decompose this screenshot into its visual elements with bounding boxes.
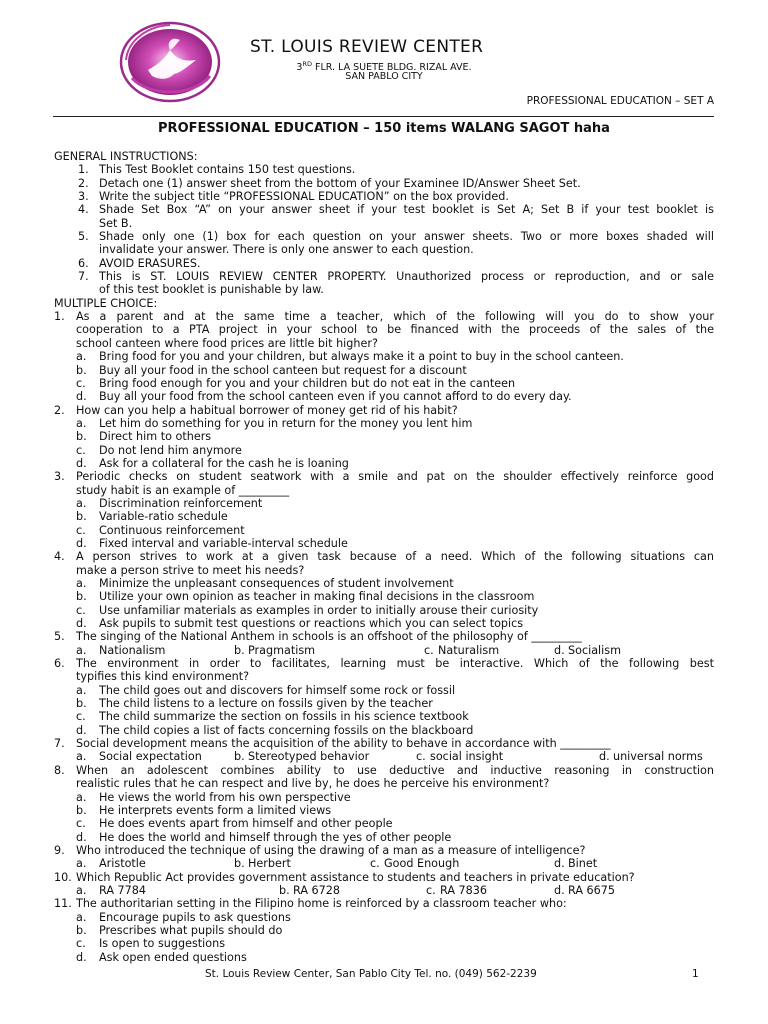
question-text: The environment in order to facilitates, learning must be interactive. Which of the following best — [76, 657, 714, 671]
option-letter: b. — [234, 857, 245, 871]
question-number: 7. — [54, 737, 65, 751]
question-number: 8. — [54, 763, 65, 777]
instruction-number: 1. — [78, 163, 89, 177]
answer-option — [54, 617, 714, 630]
question-text: realistic rules that he can respect and live by, he does he perceive his environment? — [76, 777, 550, 791]
instruction-number: 6. — [78, 256, 89, 270]
answer-option — [54, 417, 714, 430]
answer-option — [54, 817, 714, 830]
answer-option — [54, 684, 714, 697]
multiple-choice-heading — [54, 297, 714, 310]
option-letter: b. — [76, 590, 87, 604]
option-letter: a. — [76, 883, 87, 897]
answer-option — [54, 430, 714, 443]
option-letter: d. — [76, 830, 87, 844]
answer-option — [54, 510, 714, 523]
option-text: Bring food for you and your children, but always make it a point to buy in the school canteen. — [99, 350, 624, 364]
footer-text: St. Louis Review Center, San Pablo City Tel. no. (049) 562-2239 — [205, 968, 537, 980]
answer-option — [54, 951, 714, 964]
option-text: Socialism — [568, 643, 622, 657]
option-letter: b. — [76, 363, 87, 377]
option-letter: a. — [76, 750, 87, 764]
answer-option — [54, 390, 714, 403]
answer-option — [54, 831, 714, 844]
instructions-heading — [54, 150, 714, 163]
option-text: Nationalism — [99, 643, 166, 657]
answer-option — [54, 911, 714, 924]
option-text: RA 6728 — [293, 883, 341, 897]
instruction-line — [54, 177, 714, 190]
question-text: Periodic checks on student seatwork with a smile and pat on the shoulder effectively reinforce good — [76, 470, 714, 484]
question-number: 3. — [54, 470, 65, 484]
option-letter: c. — [76, 710, 86, 724]
question-text: The singing of the National Anthem in schools is an offshoot of the philosophy of _________ — [76, 630, 582, 644]
question-text: The authoritarian setting in the Filipino home is reinforced by a classroom teacher who: — [76, 897, 567, 911]
option-letter: c. — [76, 937, 86, 951]
inline-answer-options — [54, 884, 714, 897]
option-text: Let him do something for you in return for the money you lent him — [99, 416, 473, 430]
option-text: universal norms — [613, 750, 703, 764]
option-text: Pragmatism — [248, 643, 316, 657]
option-text: Direct him to others — [99, 430, 212, 444]
answer-option — [54, 524, 714, 537]
instruction-text: Set B. — [99, 216, 133, 230]
option-letter: c. — [76, 817, 86, 831]
option-letter: a. — [76, 496, 87, 510]
instruction-line — [54, 283, 714, 296]
inline-answer-options — [54, 644, 714, 657]
option-text: Ask pupils to submit test questions or reactions which you can select topics — [99, 617, 524, 631]
option-text: Social expectation — [99, 750, 202, 764]
option-text: Good Enough — [384, 857, 460, 871]
question-text: Who introduced the technique of using the drawing of a man as a measure of intelligence? — [76, 843, 586, 857]
instruction-text: invalidate your answer. There is only one answer to each question. — [99, 243, 474, 257]
question-text: typifies this kind environment? — [76, 670, 250, 684]
question-number: 9. — [54, 843, 65, 857]
option-text: Naturalism — [438, 643, 500, 657]
instruction-line — [54, 217, 714, 230]
option-text: Encourage pupils to ask questions — [99, 910, 291, 924]
option-letter: c. — [76, 603, 86, 617]
question-number: 4. — [54, 550, 65, 564]
answer-option — [54, 937, 714, 950]
option-text: Binet — [568, 857, 598, 871]
option-letter: c. — [370, 857, 380, 871]
option-text: Bring food enough for you and your children but do not eat in the canteen — [99, 376, 516, 390]
instruction-number: 3. — [78, 190, 89, 204]
option-text: Ask for a collateral for the cash he is loaning — [99, 456, 349, 470]
address-line-1: 3RD FLR. LA SUETE BLDG. RIZAL AVE. — [296, 60, 472, 74]
instruction-number: 5. — [78, 230, 89, 244]
instruction-line — [54, 257, 714, 270]
instruction-text: This Test Booklet contains 150 test questions. — [99, 163, 356, 177]
question-number: 2. — [54, 403, 65, 417]
question-line — [54, 564, 714, 577]
option-text: Continuous reinforcement — [99, 523, 245, 537]
question-text: When an adolescent combines ability to use deductive and inductive reasoning in construction — [76, 763, 714, 777]
answer-option — [54, 791, 714, 804]
option-letter: d. — [554, 643, 565, 657]
option-text: He does events apart from himself and other people — [99, 817, 393, 831]
question-line — [54, 470, 714, 483]
question-number: 6. — [54, 657, 65, 671]
question-number: 1. — [54, 310, 65, 324]
option-text: Minimize the unpleasant consequences of student involvement — [99, 577, 454, 590]
option-text: The child listens to a lecture on fossils given by the teacher — [99, 697, 433, 711]
option-letter: c. — [76, 443, 86, 457]
question-line — [54, 657, 714, 670]
question-line — [54, 484, 714, 497]
question-text: school canteen where food prices are little bit higher? — [76, 336, 378, 350]
header-divider — [53, 116, 714, 117]
option-text: Stereotyped behavior — [248, 750, 370, 764]
option-text: RA 7784 — [99, 883, 147, 897]
answer-option — [54, 497, 714, 510]
question-line — [54, 844, 714, 857]
option-letter: a. — [76, 857, 87, 871]
question-text: Social development means the acquisition of the ability to behave in accordance with _________ — [76, 737, 611, 751]
option-letter: d. — [76, 390, 87, 404]
question-line — [54, 897, 714, 910]
option-letter: a. — [76, 910, 87, 924]
option-text: RA 6675 — [568, 883, 616, 897]
option-text: The child goes out and discovers for himself some rock or fossil — [99, 683, 456, 697]
inline-answer-options — [54, 750, 714, 763]
answer-option — [54, 350, 714, 363]
multiple-choice-heading-text: MULTIPLE CHOICE: — [54, 296, 158, 310]
answer-option — [54, 537, 714, 550]
instructions-heading-text: GENERAL INSTRUCTIONS: — [54, 150, 198, 163]
option-text: The child copies a list of facts concerning fossils on the blackboard — [99, 723, 474, 737]
option-letter: b. — [234, 750, 245, 764]
option-text: He does the world and himself through the yes of other people — [99, 830, 452, 844]
instruction-text: Shade Set Box “A” on your answer sheet if your test booklet is Set A; Set B if your test booklet is — [99, 203, 714, 217]
instruction-text: Write the subject title “PROFESSIONAL EDUCATION” on the box provided. — [99, 190, 509, 204]
instruction-line — [54, 230, 714, 243]
option-text: Use unfamiliar materials as examples in order to initially arouse their curiosity — [99, 603, 539, 617]
answer-option — [54, 590, 714, 603]
option-text: He interprets events form a limited views — [99, 803, 332, 817]
instruction-text: This is ST. LOUIS REVIEW CENTER PROPERTY. Unauthorized process or reproduction, and or sale — [99, 270, 714, 284]
page-number: 1 — [692, 968, 699, 980]
answer-option — [54, 924, 714, 937]
option-letter: b. — [76, 923, 87, 937]
instruction-number: 7. — [78, 270, 89, 284]
option-letter: c. — [424, 643, 434, 657]
option-letter: d. — [599, 750, 610, 764]
instruction-number: 4. — [78, 203, 89, 217]
option-text: Is open to suggestions — [99, 937, 226, 951]
question-line — [54, 550, 714, 563]
question-text: make a person strive to meet his needs? — [76, 563, 305, 577]
question-line — [54, 630, 714, 643]
answer-option — [54, 724, 714, 737]
question-number: 5. — [54, 630, 65, 644]
instruction-line — [54, 243, 714, 256]
option-letter: d. — [76, 723, 87, 737]
question-text: cooperation to a PTA project in your school to be financed with the proceeds of the sales of the — [76, 323, 714, 337]
question-text: Which Republic Act provides government assistance to students and teachers in private education? — [76, 870, 635, 884]
option-text: Ask open ended questions — [99, 950, 247, 964]
answer-option — [54, 604, 714, 617]
inline-answer-options — [54, 857, 714, 870]
answer-option — [54, 377, 714, 390]
answer-option — [54, 710, 714, 723]
instruction-line — [54, 190, 714, 203]
question-line — [54, 777, 714, 790]
option-letter: d. — [554, 857, 565, 871]
question-line — [54, 310, 714, 323]
option-letter: c. — [416, 750, 426, 764]
question-text: How can you help a habitual borrower of money get rid of his habit? — [76, 403, 458, 417]
option-text: Fixed interval and variable-interval schedule — [99, 536, 348, 550]
address-line-2: SAN PABLO CITY — [345, 71, 423, 82]
instruction-text: AVOID ERASURES. — [99, 256, 201, 270]
option-text: Variable-ratio schedule — [99, 510, 228, 524]
option-letter: a. — [76, 683, 87, 697]
set-label: PROFESSIONAL EDUCATION – SET A — [526, 95, 714, 107]
option-text: Utilize your own opinion as teacher in making final decisions in the classroom — [99, 590, 535, 604]
option-letter: b. — [76, 430, 87, 444]
option-letter: d. — [76, 617, 87, 631]
question-number: 11. — [54, 897, 72, 911]
question-text: A person strives to work at a given task because of a need. Which of the following situations can — [76, 550, 714, 564]
option-letter: b. — [76, 510, 87, 524]
option-text: RA 7836 — [440, 883, 488, 897]
option-text: social insight — [430, 750, 504, 764]
option-letter: b. — [76, 803, 87, 817]
instruction-text: Detach one (1) answer sheet from the bottom of your Examinee ID/Answer Sheet Set. — [99, 176, 581, 190]
option-text: Herbert — [248, 857, 291, 871]
question-line — [54, 764, 714, 777]
option-letter: a. — [76, 416, 87, 430]
option-text: Do not lend him anymore — [99, 443, 242, 457]
answer-option — [54, 804, 714, 817]
option-letter: c. — [426, 883, 436, 897]
option-letter: d. — [76, 536, 87, 550]
option-text: Aristotle — [99, 857, 146, 871]
instruction-text: of this test booklet is punishable by law. — [99, 283, 324, 297]
answer-option — [54, 364, 714, 377]
question-line — [54, 404, 714, 417]
answer-option — [54, 577, 714, 590]
question-line — [54, 337, 714, 350]
option-text: Buy all your food from the school canteen even if you cannot afford to do every day. — [99, 390, 572, 404]
option-text: Prescribes what pupils should do — [99, 923, 283, 937]
question-number: 10. — [54, 870, 72, 884]
option-text: Discrimination reinforcement — [99, 496, 263, 510]
question-line — [54, 871, 714, 884]
instruction-line — [54, 203, 714, 216]
booklet-content — [54, 150, 714, 964]
option-letter: a. — [76, 577, 87, 590]
option-letter: a. — [76, 643, 87, 657]
page-title: PROFESSIONAL EDUCATION – 150 items WALANG SAGOT haha — [158, 121, 610, 136]
question-line — [54, 670, 714, 683]
option-letter: c. — [76, 376, 86, 390]
option-letter: c. — [76, 523, 86, 537]
answer-option — [54, 457, 714, 470]
instruction-text: Shade only one (1) box for each question on your answer sheets. Two or more boxes shaded will — [99, 230, 714, 244]
question-text: As a parent and at the same time a teacher, which of the following will you do to show your — [76, 310, 714, 324]
option-letter: b. — [234, 643, 245, 657]
instruction-line — [54, 163, 714, 176]
option-text: The child summarize the section on fossils in his science textbook — [99, 710, 469, 724]
answer-option — [54, 444, 714, 457]
option-letter: b. — [76, 697, 87, 711]
instruction-number: 2. — [78, 176, 89, 190]
question-text: study habit is an example of _________ — [76, 483, 290, 497]
option-letter: b. — [279, 883, 290, 897]
instruction-line — [54, 270, 714, 283]
option-text: He views the world from his own perspective — [99, 790, 351, 804]
option-text: Buy all your food in the school canteen but request for a discount — [99, 363, 467, 377]
option-letter: d. — [76, 950, 87, 964]
option-letter: a. — [76, 350, 87, 364]
question-line — [54, 323, 714, 336]
option-letter: a. — [76, 790, 87, 804]
option-letter: d. — [554, 883, 565, 897]
option-letter: d. — [76, 456, 87, 470]
question-line — [54, 737, 714, 750]
answer-option — [54, 697, 714, 710]
center-name: ST. LOUIS REVIEW CENTER — [250, 37, 484, 57]
